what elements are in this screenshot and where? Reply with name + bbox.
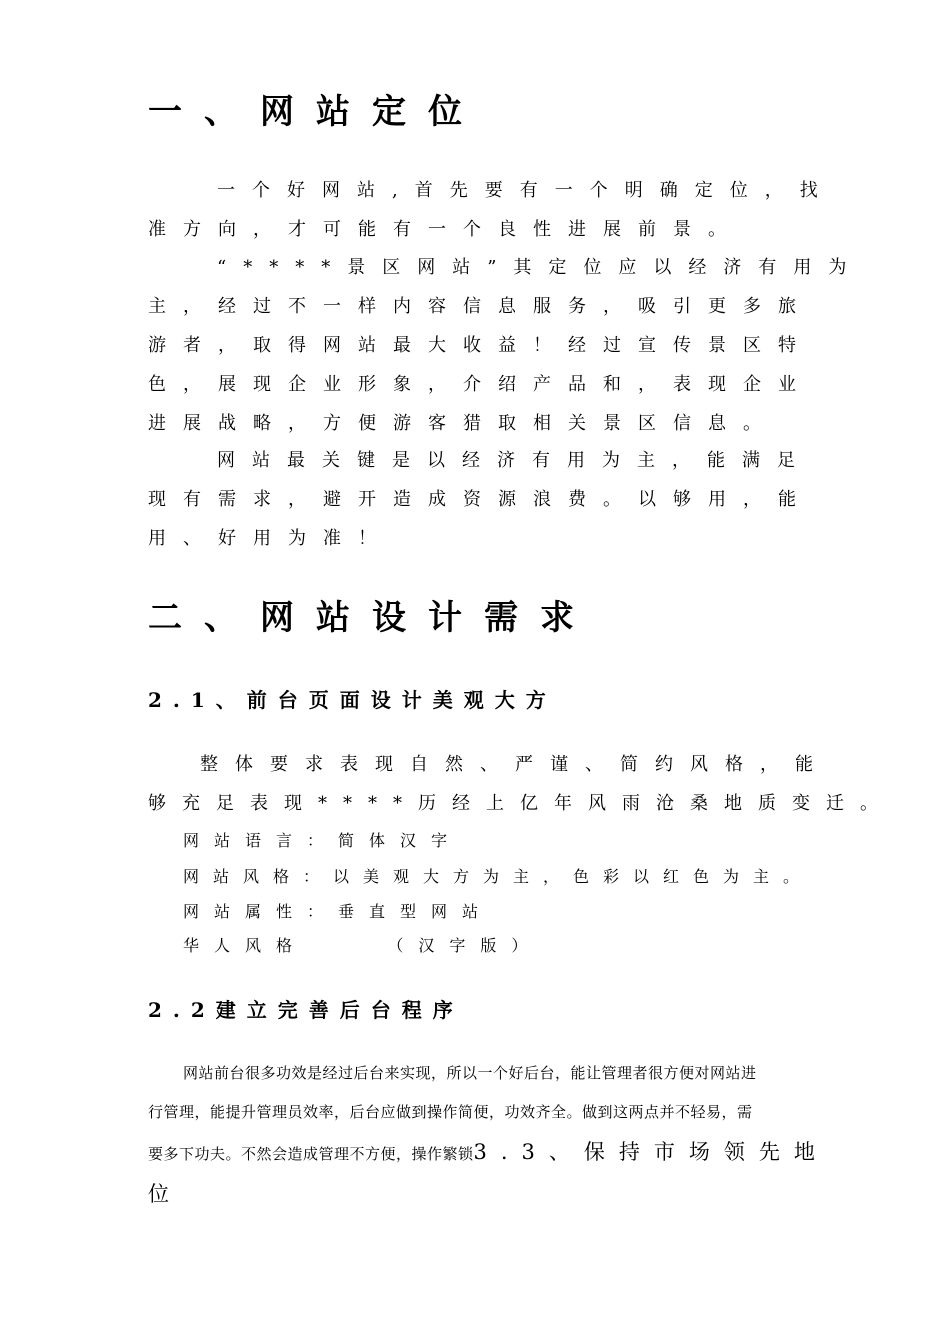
- paragraph-line: 现有需求，避开造成资源浪费。以够用，能: [148, 489, 813, 510]
- site-attribute-field: 网站属性：垂直型网站: [183, 902, 494, 921]
- paragraph-line: “****景区网站”其定位应以经济有用为: [217, 257, 864, 278]
- paragraph-line: 要多下功夫。不然会造成管理不方便，操作繁锁: [148, 1145, 474, 1163]
- paragraph-line: 准方向，才可能有一个良性进展前景。: [148, 219, 743, 240]
- paragraph-line: 一个好网站,首先要有一个明确定位，找: [217, 180, 835, 201]
- paragraph-line: 用、好用为准！: [148, 528, 393, 549]
- paragraph-line: 够充足表现****历经上亿年风雨沧桑地质变迁。: [148, 793, 894, 814]
- section-2-heading: 二、网站设计需求: [148, 598, 596, 638]
- site-language-field: 网站语言：简体汉字: [183, 831, 463, 850]
- subsection-2-2-heading: 2.2建立完善后台程序: [148, 998, 464, 1022]
- paragraph-line: 游者，取得网站最大收益！经过宣传景区特: [148, 335, 813, 356]
- paragraph-line: 进展战略，方便游客猎取相关景区信息。: [148, 413, 778, 434]
- paragraph-line: 网站最关键是以经济有用为主，能满足: [217, 450, 812, 471]
- mixed-line: [148, 1136, 829, 1166]
- site-edition-field: 华人风格 （汉字版）: [183, 936, 543, 955]
- subsection-3-3-heading-tail: 位: [148, 1182, 183, 1206]
- paragraph-line: 色，展现企业形象，介绍产品和，表现企业: [148, 374, 813, 395]
- subsection-2-1-heading: 2.1、前台页面设计美观大方: [148, 688, 557, 712]
- site-style-field: 网站风格：以美观大方为主，色彩以红色为主。: [183, 867, 814, 886]
- section-1-heading: 一、网站定位: [148, 92, 484, 132]
- paragraph-line: 网站前台很多功效是经过后台来实现，所以一个好后台，能让管理者很方便对网站进: [183, 1064, 757, 1082]
- subsection-3-3-heading: 3.3、保持市场领先地: [473, 1140, 829, 1164]
- paragraph-line: 行管理，能提升管理员效率，后台应做到操作简便，功效齐全。做到这两点并不轻易，需: [148, 1103, 753, 1121]
- paragraph-line: 主，经过不一样内容信息服务，吸引更多旅: [148, 296, 813, 317]
- paragraph-line: 整体要求表现自然、严谨、简约风格，能: [200, 754, 830, 775]
